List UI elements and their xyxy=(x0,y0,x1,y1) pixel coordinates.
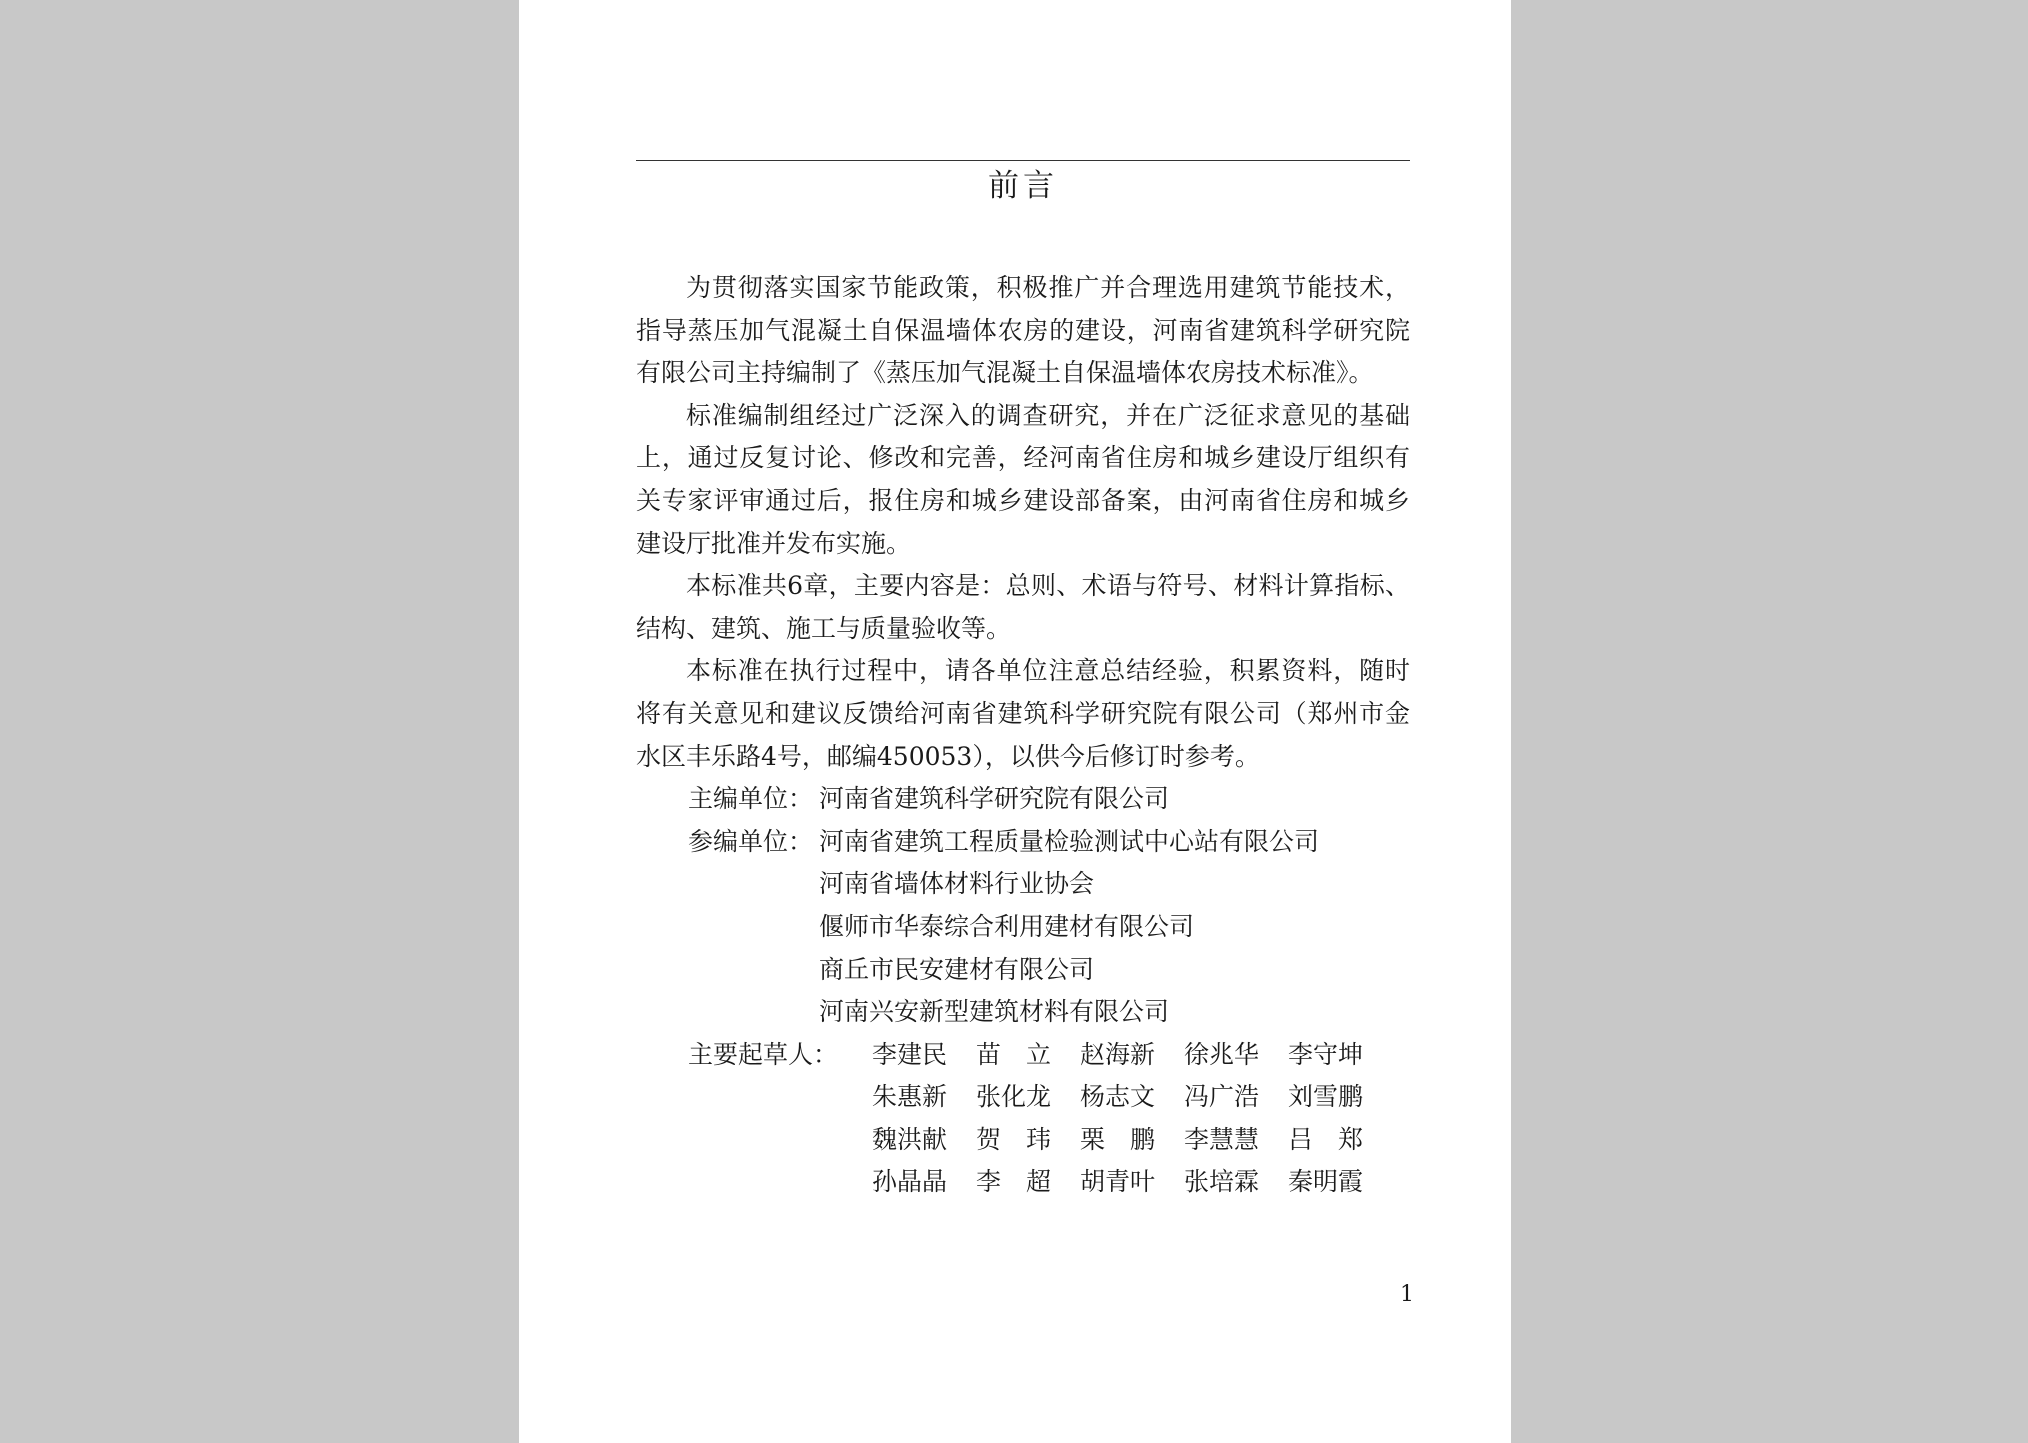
drafter-name: 徐兆华 xyxy=(1184,1039,1260,1069)
participating-units-label: 参编单位： xyxy=(688,826,814,856)
drafter-name: 朱惠新 xyxy=(872,1082,948,1112)
drafters-row xyxy=(636,1034,1410,1204)
drafter-name: 魏洪献 xyxy=(872,1124,948,1154)
paragraph-1: 为贯彻落实国家节能政策，积极推广并合理选用建筑节能技术，指导蒸压加气混凝土自保温墙体农房的建设，河南省建筑科学研究院有限公司主持编制了《蒸压加气混凝土自保温墙体农房技术标准》。 xyxy=(636,273,1410,388)
page-number: 1 xyxy=(1400,1282,1414,1307)
body-text xyxy=(636,267,1410,1204)
drafter-name: 李 超 xyxy=(976,1167,1052,1197)
drafter-name: 吕 郑 xyxy=(1288,1124,1364,1154)
drafter-name: 杨志文 xyxy=(1080,1082,1156,1112)
drafter-name: 苗 立 xyxy=(976,1039,1052,1069)
drafter-name: 赵海新 xyxy=(1080,1039,1156,1069)
paragraph-2: 标准编制组经过广泛深入的调查研究，并在广泛征求意见的基础上，通过反复讨论、修改和完善，经河南省住房和城乡建设厅组织有关专家评审通过后，报住房和城乡建设部备案，由河南省住房和城乡建设厅批准并发布实施。 xyxy=(636,400,1410,558)
paragraph-3: 本标准共6章，主要内容是：总则、术语与符号、材料计算指标、结构、建筑、施工与质量验收等。 xyxy=(636,571,1410,643)
drafter-name: 冯广浩 xyxy=(1184,1082,1260,1112)
drafters-label: 主要起草人： xyxy=(688,1039,839,1069)
drafter-name: 栗 鹏 xyxy=(1080,1124,1156,1154)
chief-unit-label: 主编单位： xyxy=(688,784,814,814)
participating-unit: 偃师市华泰综合利用建材有限公司 xyxy=(819,911,1195,941)
drafter-name: 李建民 xyxy=(872,1039,948,1069)
chief-unit-value: 河南省建筑科学研究院有限公司 xyxy=(819,784,1170,814)
drafters-grid xyxy=(872,1034,1392,1204)
participating-unit: 河南省建筑工程质量检验测试中心站有限公司 xyxy=(819,826,1320,856)
document-page xyxy=(519,0,1511,1443)
participating-unit: 河南省墙体材料行业协会 xyxy=(819,869,1095,899)
drafter-name: 李守坤 xyxy=(1288,1039,1364,1069)
page-title: 前言 xyxy=(988,168,1058,204)
header-rule xyxy=(636,160,1410,161)
drafter-name: 刘雪鹏 xyxy=(1288,1082,1364,1112)
drafter-name: 孙晶晶 xyxy=(872,1167,948,1197)
drafter-name: 张化龙 xyxy=(976,1082,1052,1112)
drafter-name: 贺 玮 xyxy=(976,1124,1052,1154)
drafter-name: 胡青叶 xyxy=(1080,1167,1156,1197)
participating-units-row xyxy=(636,821,1410,1034)
chief-unit-row xyxy=(636,778,1410,821)
participating-unit: 河南兴安新型建筑材料有限公司 xyxy=(819,997,1170,1027)
drafter-name: 张培霖 xyxy=(1184,1167,1260,1197)
drafter-name: 秦明霞 xyxy=(1288,1167,1364,1197)
participating-units-list xyxy=(819,821,1410,1034)
paragraph-4: 本标准在执行过程中，请各单位注意总结经验，积累资料，随时将有关意见和建议反馈给河南省建筑科学研究院有限公司（郑州市金水区丰乐路4号，邮编450053），以供今后修订时参考。 xyxy=(636,656,1410,771)
participating-unit: 商丘市民安建材有限公司 xyxy=(819,954,1095,984)
drafter-name: 李慧慧 xyxy=(1184,1124,1260,1154)
